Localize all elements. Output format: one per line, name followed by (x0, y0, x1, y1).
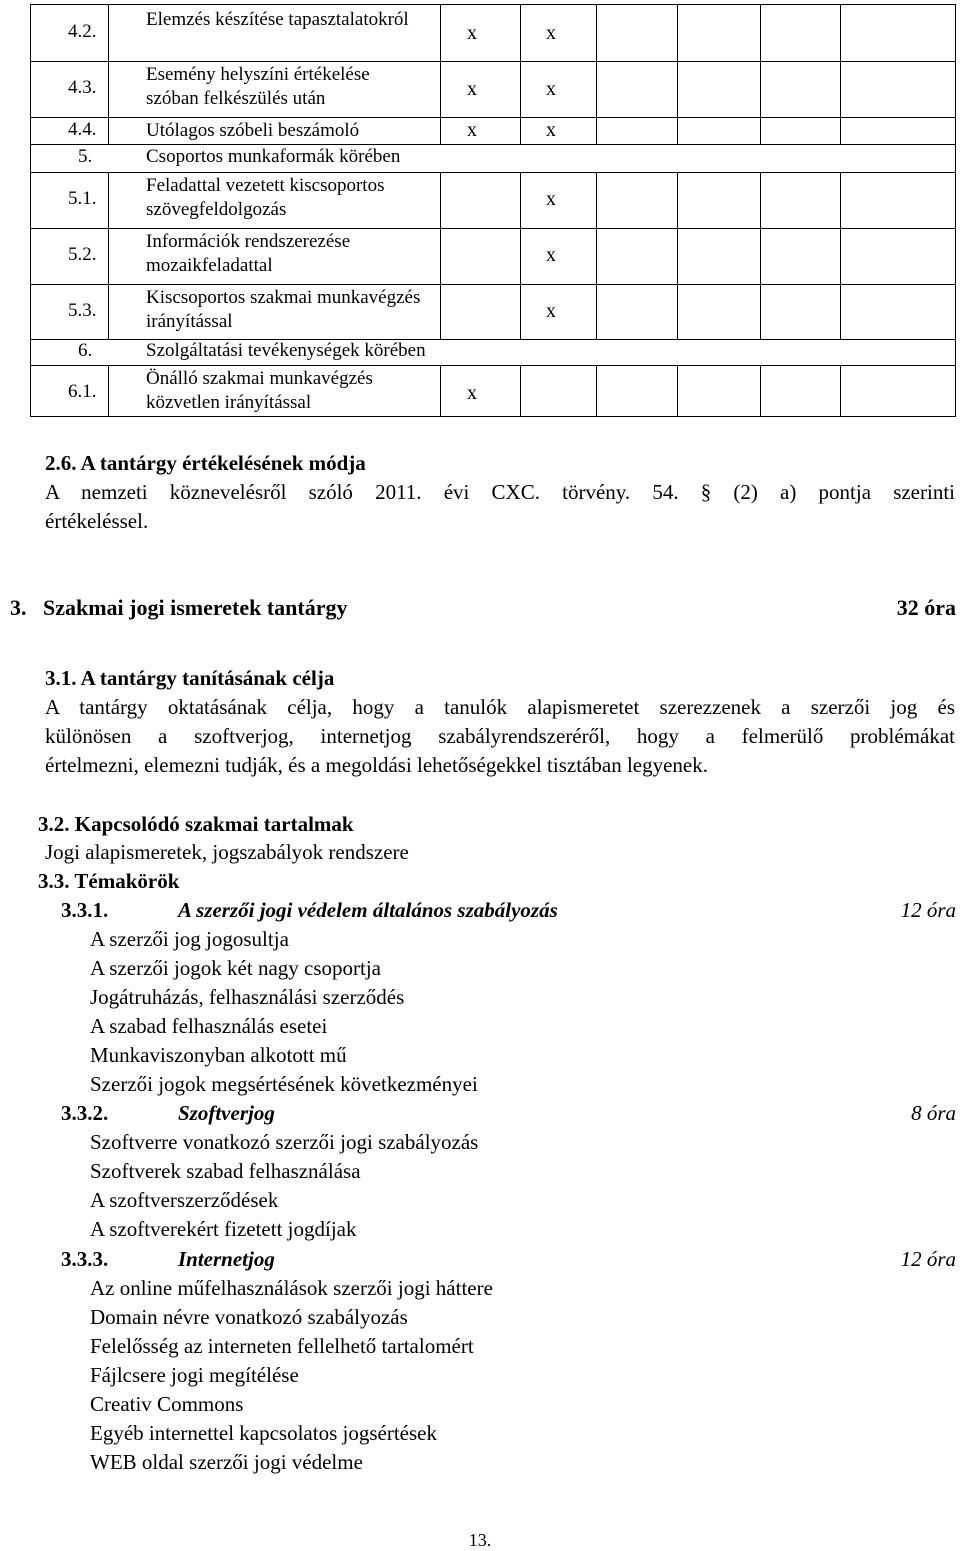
topic-number: 3.3.1. (61, 898, 109, 922)
row-number: 5. (78, 146, 93, 167)
section-heading: 3.2. Kapcsolódó szakmai tartalmak (38, 812, 354, 836)
row-number: 5.3. (68, 300, 97, 321)
row-number: 4.3. (68, 77, 97, 98)
row-number: 4.2. (68, 21, 97, 42)
row-label: Utólagos szóbeli beszámoló (146, 120, 360, 141)
row-label: Információk rendszerezése mozaikfeladattal (146, 231, 351, 276)
topic-hours: 12 óra (900, 898, 956, 922)
row-number: 5.2. (68, 244, 97, 265)
row-label: Esemény helyszíni értékelése szóban felkészülés után (146, 64, 370, 109)
row-mark: x (546, 119, 556, 141)
methods-table (30, 4, 956, 417)
topic-item: Creativ Commons (90, 1392, 244, 1416)
topic-title: A szerzői jogi védelem általános szabályozás (178, 898, 558, 922)
section-heading: 2.6. A tantárgy értékelésének módja (45, 451, 366, 475)
section-row-label: Szolgáltatási tevékenységek körében (146, 340, 426, 361)
topic-item: A szoftverekért fizetett jogdíjak (90, 1217, 357, 1241)
topic-title: Szoftverjog (178, 1101, 275, 1125)
topic-item: Szoftverek szabad felhasználása (90, 1159, 361, 1183)
row-number: 5.1. (68, 188, 97, 209)
paragraph-line: értékeléssel. (45, 509, 149, 533)
row-mark: x (467, 78, 477, 100)
topic-number: 3.3.2. (61, 1101, 109, 1125)
row-mark: x (546, 300, 556, 322)
row-mark: x (546, 78, 556, 100)
paragraph-line: értelmezni, elemezni tudják, és a megoldási lehetőségekkel tisztában legyenek. (45, 753, 708, 777)
row-number: 4.4. (68, 119, 97, 140)
subject-hours: 32 óra (896, 595, 956, 620)
topic-number: 3.3.3. (61, 1247, 109, 1271)
row-label: Elemzés készítése tapasztalatokról (146, 9, 409, 30)
paragraph-line: A nemzeti köznevelésről szóló 2011. évi CXC. törvény. 54. § (2) a) pontja szerinti (45, 480, 955, 504)
row-label: Kiscsoportos szakmai munkavégzés irányítással (146, 287, 421, 332)
topic-item: A szerzői jog jogosultja (90, 927, 289, 951)
paragraph-line: A tantárgy oktatásának célja, hogy a tanulók alapismeretet szerezzenek a szerzői jog és (45, 695, 955, 719)
topic-title: Internetjog (178, 1247, 275, 1271)
row-mark: x (467, 22, 477, 44)
row-mark: x (546, 188, 556, 210)
topic-item: Szoftverre vonatkozó szerzői jogi szabályozás (90, 1130, 479, 1154)
topic-hours: 12 óra (900, 1247, 956, 1271)
topic-item: Felelősség az interneten fellelhető tartalomért (90, 1334, 474, 1358)
topic-item: A szabad felhasználás esetei (90, 1014, 328, 1038)
topic-item: Egyéb internettel kapcsolatos jogsértések (90, 1421, 437, 1445)
topic-item: Jogátruházás, felhasználási szerződés (90, 985, 405, 1009)
paragraph-line: Jogi alapismeretek, jogszabályok rendszere (45, 840, 409, 864)
topic-item: Szerzői jogok megsértésének következményei (90, 1072, 478, 1096)
topic-item: Az online műfelhasználások szerzői jogi háttere (90, 1276, 493, 1300)
row-mark: x (546, 244, 556, 266)
page-number: 13. (468, 1530, 492, 1550)
row-label: Önálló szakmai munkavégzés közvetlen irányítással (146, 368, 373, 413)
section-heading: 3.3. Témakörök (38, 869, 180, 893)
topic-hours: 8 óra (911, 1101, 956, 1125)
topic-item: A szerzői jogok két nagy csoportja (90, 956, 382, 980)
row-mark: x (467, 119, 477, 141)
row-number: 6.1. (68, 381, 97, 402)
subject-title: 3. Szakmai jogi ismeretek tantárgy (10, 595, 348, 620)
topic-item: A szoftverszerződések (90, 1188, 279, 1212)
paragraph-line: különösen a szoftverjog, internetjog szabályrendszeréről, hogy a felmerülő problémákat (45, 724, 955, 748)
row-mark: x (546, 22, 556, 44)
row-number: 6. (78, 340, 93, 361)
row-mark: x (467, 382, 477, 404)
topic-item: Munkaviszonyban alkotott mű (90, 1043, 347, 1067)
topic-item: Domain névre vonatkozó szabályozás (90, 1305, 408, 1329)
topic-item: Fájlcsere jogi megítélése (90, 1363, 299, 1387)
row-label: Feladattal vezetett kiscsoportos szövegfeldolgozás (146, 175, 385, 220)
topic-item: WEB oldal szerzői jogi védelme (90, 1450, 363, 1474)
section-heading: 3.1. A tantárgy tanításának célja (45, 666, 335, 690)
section-row-label: Csoportos munkaformák körében (146, 146, 401, 167)
